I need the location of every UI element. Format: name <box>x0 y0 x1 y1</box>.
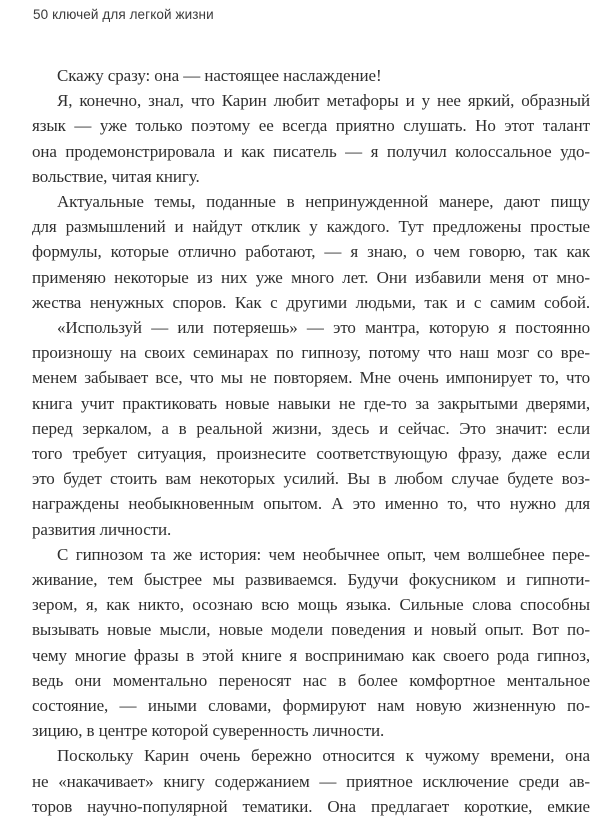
text-line: жества ненужных споров. Как с другими людьми, так и с самим собой. <box>32 292 590 312</box>
text-line: состояние, — иными словами, формируют нам новую жизненную по- <box>32 696 590 716</box>
text-line: это будет стоить вам некоторых усилий. Вы в любом случае будете воз- <box>32 469 590 489</box>
text-line: зицию, в центре которой суверенность личности. <box>32 721 385 741</box>
text-line: перед зеркалом, а в реальной жизни, здесь и сейчас. Это значит: если <box>32 418 590 438</box>
text-line: награждены необыкновенным опытом. А это именно то, что нужно для <box>32 494 590 514</box>
text-line: того требует ситуация, произнесите соответствующую фразу, даже если <box>32 444 590 464</box>
text-line: книга учит практиковать новые навыки не где-то за закрытыми дверями, <box>32 393 590 413</box>
text-line: живание, тем быстрее мы развиваемся. Будучи фокусником и гипноти- <box>32 570 590 590</box>
paragraph <box>32 189 590 315</box>
text-line: вольствие, читая книгу. <box>32 166 200 186</box>
text-line: не «накачивает» книгу содержанием — приятное исключение среди ав- <box>32 771 590 791</box>
text-line: для размышлений и найдут отклик у каждого. Тут предложены простые <box>32 217 590 237</box>
text-block <box>32 63 590 819</box>
text-line: вызывать новые мысли, новые модели поведения и новый опыт. Вот по- <box>32 620 590 640</box>
paragraph <box>32 88 590 189</box>
text-line: ведь они моментально переносят нас в более комфортное ментальное <box>32 670 590 690</box>
text-line: С гипнозом та же история: чем необычнее опыт, чем волшебнее пере- <box>57 544 590 564</box>
text-line: произношу на своих семинарах по гипнозу, потому что наш мозг со вре- <box>32 343 590 363</box>
text-line: Поскольку Карин очень бережно относится к чужому времени, она <box>57 746 590 766</box>
text-line: «Используй — или потеряешь» — это мантра, которую я постоянно <box>57 318 590 338</box>
text-line: применяю некоторые из них уже много лет. Они избавили меня от мно- <box>32 267 590 287</box>
paragraph <box>32 63 590 88</box>
text-line: Я, конечно, знал, что Карин любит метафоры и у нее яркий, образный <box>57 91 590 111</box>
paragraph <box>32 743 590 819</box>
running-header: 50 ключей для легкой жизни <box>33 7 214 22</box>
text-line: чему многие фразы в этой книге я воспринимаю как своего рода гипноз, <box>32 645 590 665</box>
text-line: торов научно-популярной тематики. Она предлагает короткие, емкие <box>32 796 590 816</box>
text-line: развития личности. <box>32 519 172 539</box>
text-line: Актуальные темы, поданные в непринужденной манере, дают пищу <box>57 192 590 212</box>
paragraph <box>32 315 590 542</box>
text-line: Скажу сразу: она — настоящее наслаждение! <box>57 66 382 85</box>
text-line: формулы, которые отлично работают, — я знаю, о чем говорю, так как <box>32 242 590 262</box>
text-line: язык — уже только поэтому ее всегда приятно слушать. Но этот талант <box>32 116 590 136</box>
text-line: зером, я, как никто, осознаю всю мощь языка. Сильные слова способны <box>32 595 590 615</box>
paragraph <box>32 542 590 744</box>
text-line: менем забывает все, что мы не повторяем. Мне очень импонирует то, что <box>32 368 590 388</box>
text-line: она продемонстрировала и как писатель — я получил колоссальное удо- <box>32 141 590 161</box>
